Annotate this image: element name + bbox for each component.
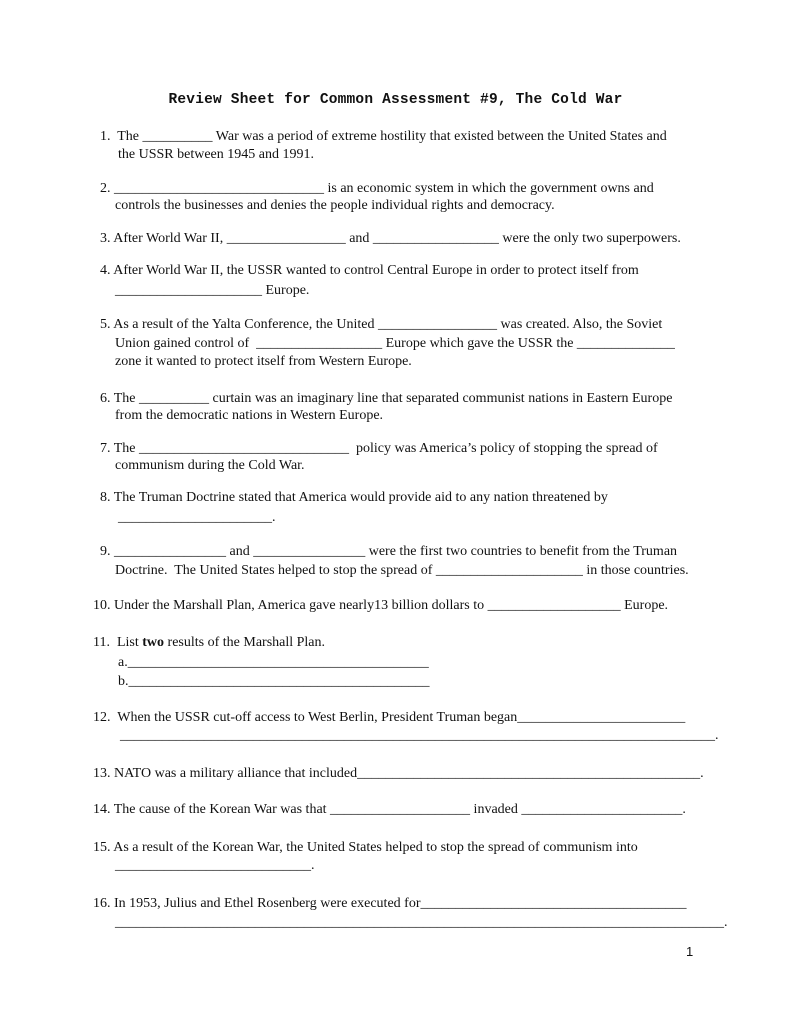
question-15-line-1: 15. As a result of the Korean War, the United States helped to stop the spread of communism into [93,840,638,855]
question-5-line-3: zone it wanted to protect itself from Western Europe. [115,354,412,369]
question-12-line-1: 12. When the USSR cut-off access to West Berlin, President Truman began________________________ [93,710,686,725]
question-9-line-2: Doctrine. The United States helped to stop the spread of _____________________ in those countries. [115,563,689,578]
question-1-line-1: 1. The __________ War was a period of extreme hostility that existed between the United States and [100,129,667,144]
question-1-line-2: the USSR between 1945 and 1991. [118,147,314,162]
question-4-line-2: _____________________ Europe. [115,283,310,298]
question-10-line-1: 10. Under the Marshall Plan, America gave nearly13 billion dollars to ___________________ Europe. [93,598,669,613]
question-5-line-1: 5. As a result of the Yalta Conference, the United _________________ was created. Also, the Soviet [100,317,663,332]
page-number: 1 [686,944,694,959]
question-15-line-2: ____________________________. [115,858,315,873]
question-3-line-1: 3. After World War II, _________________ and __________________ were the only two superpowers. [100,231,681,246]
question-7-line-2: communism during the Cold War. [115,458,305,473]
question-11-answer-b: b.___________________________________________ [118,674,430,689]
question-16-line-1: 16. In 1953, Julius and Ethel Rosenberg were executed for______________________________________ [93,896,687,911]
question-11-suffix: results of the Marshall Plan. [164,635,326,650]
question-11-prefix: 11. List [93,635,143,650]
question-5-line-2: Union gained control of __________________ Europe which gave the USSR the ______________ [115,336,675,351]
question-9-line-1: 9. ________________ and ________________ were the first two countries to benefit from the Truman [100,544,678,559]
question-11-answer-a: a.___________________________________________ [118,655,429,670]
question-7-line-1: 7. The ______________________________ policy was America’s policy of stopping the spread of [100,441,658,456]
question-2-line-2: controls the businesses and denies the people individual rights and democracy. [115,198,555,213]
question-6-line-1: 6. The __________ curtain was an imaginary line that separated communist nations in Eastern Europe [100,391,673,406]
question-13-line-1: 13. NATO was a military alliance that included_________________________________________________. [93,766,704,781]
page-title: Review Sheet for Common Assessment #9, The Cold War [168,92,623,108]
question-16-line-2: _______________________________________________________________________________________. [115,915,728,930]
question-12-line-2: _____________________________________________________________________________________. [120,728,719,743]
question-6-line-2: from the democratic nations in Western Europe. [115,408,384,423]
question-11-emphasis: two [142,635,165,650]
question-8-line-2: ______________________. [118,510,276,525]
question-2-line-1: 2. ______________________________ is an economic system in which the government owns and [100,181,654,196]
question-11-line-1 [93,634,325,652]
question-4-line-1: 4. After World War II, the USSR wanted to control Central Europe in order to protect itself from [100,263,639,278]
question-14-line-1: 14. The cause of the Korean War was that ____________________ invaded _______________________. [93,802,686,817]
question-8-line-1: 8. The Truman Doctrine stated that America would provide aid to any nation threatened by [100,490,608,505]
